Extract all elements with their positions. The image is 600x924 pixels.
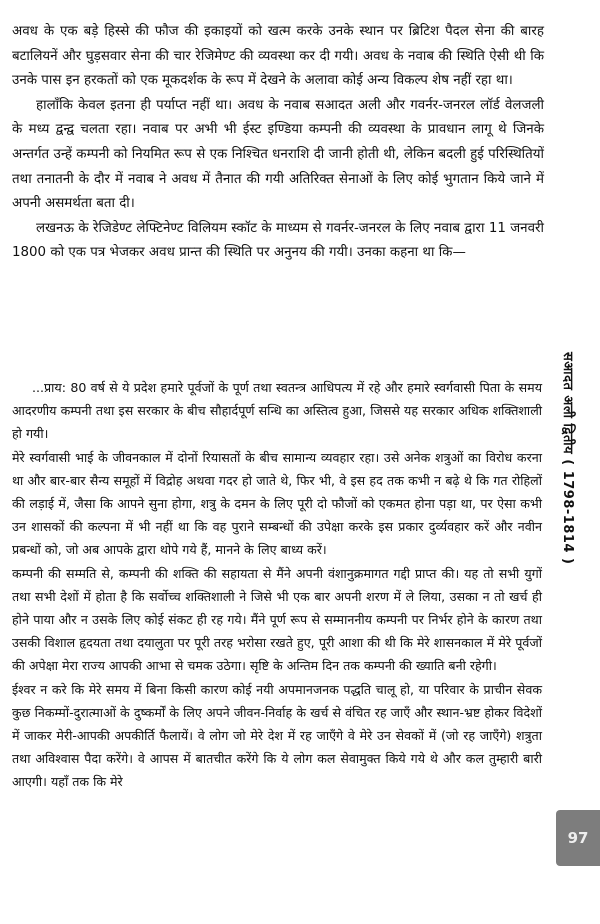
page-number: 97 (567, 829, 589, 847)
quote-paragraph-2: मेरे स्वर्गवासी भाई के जीवनकाल में दोनों रियासतों के बीच सामान्य व्यवहार रहा। उसे अनेक शत्रुओं का विरोध करना था और बार-बार सैन्य समूहों में विद्रोह अथवा गदर हो जाते थे, फिर भी, वे इस हद तक कभी न बढ़े थे कि गत रोहिलों की लड़ाई में, जैसा कि आपने सुना होगा, शत्रु के दमन के लिए पूरी दो फौजों को एकमत होना पड़ा था, पर ऐसा कभी उन शासकों की कल्पना में भी नहीं था कि वह पुराने सम्बन्धों की उपेक्षा करके इस प्रकार दुर्व्यवहार करें और नवीन प्रबन्धों को, जो अब आपके द्वारा थोपे गये हैं, मानने के लिए बाध्य करें। (12, 449, 542, 558)
quote-paragraph-4: ईश्वर न करे कि मेरे समय में बिना किसी कारण कोई नयी अपमानजनक पद्धति चालू हो, या परिवार के प्राचीन सेवक कुछ निकम्मों-दुरात्माओं के दुष्कर्मों के लिए अपने जीवन-निर्वाह के खर्च से वंचित रह जाएँ और स्थान-भ्रष्ट होकर विदेशों में जाकर मेरी-आपकी अपकीर्ति फैलायें। वे लोग जो मेरे देश में रह जाएँगे वे मेरे उन सेवकों में (जो रह जाएँगे) शत्रुता तथा अविश्वास पैदा करेंगे। वे आपस में बातचीत करेंगे कि ये लोग कल सेवामुक्त किये गये थे और कल तुम्हारी बारी आएगी। यहाँ तक कि मेरे (12, 681, 542, 790)
letter-quote (12, 376, 542, 794)
running-chapter-title: सआदत अली द्वितीय ( 1798-1814 ) (560, 352, 575, 565)
paragraph-1: अवध के एक बड़े हिस्से की फौज की इकाइयों को खत्म करके उनके स्थान पर ब्रिटिश पैदल सेना की बारह बटालियनें और घुड़सवार सेना की चार रेजिमेण्ट की व्यवस्था कर दी गयी। अवध के नवाब की स्थिति ऐसी थी कि उनके पास इन हरकतों को एक मूकदर्शक के रूप में देखने के अलावा कोई अन्य विकल्प शेष नहीं रहा था। (12, 24, 544, 89)
paragraph-3: लखनऊ के रेजिडेण्ट लेफ्टिनेण्ट विलियम स्कॉट के माध्यम से गवर्नर-जनरल के लिए नवाब द्वारा 11 जनवरी 1800 को एक पत्र भेजकर अवध प्रान्त की स्थिति पर अनुनय की गयी। उनका कहना था कि— (12, 220, 544, 261)
paragraph-2: हालाँकि केवल इतना ही पर्याप्त नहीं था। अवध के नवाब सआदत अली और गवर्नर-जनरल लॉर्ड वेलजली के मध्य द्वन्द्व चलता रहा। नवाब पर अभी भी ईस्ट इण्डिया कम्पनी की व्यवस्था के प्रावधान लागू थे जिनके अन्तर्गत उन्हें कम्पनी को नियमित रूप से एक निश्चित धनराशि दी जानी होती थी, लेकिन बदली हुई परिस्थितियों तथा तनातनी के दौर में नवाब ने अवध में तैनात की गयी अतिरिक्त सेनाओं के लिए कोई भुगतान किये जाने में अपनी असमर्थता बता दी। (12, 97, 544, 212)
body-text (12, 20, 544, 266)
page-number-tab (556, 810, 600, 866)
quote-paragraph-1: ...प्राय: 80 वर्ष से ये प्रदेश हमारे पूर्वजों के पूर्ण तथा स्वतन्त्र आधिपत्य में रहे और हमारे स्वर्गवासी पिता के समय आदरणीय कम्पनी तथा इस सरकार के बीच सौहार्दपूर्ण सन्धि का अस्तित्व हुआ, जिससे यह सरकार अधिक शक्तिशाली हो गयी। (12, 380, 542, 442)
quote-paragraph-3: कम्पनी की सम्मति से, कम्पनी की शक्ति की सहायता से मैंने अपनी वंशानुक्रमागत गद्दी प्राप्त की। यह तो सभी युगों तथा सभी देशों में होता है कि सर्वोच्च शक्तिशाली ने जिसे भी एक बार अपनी शरण में ले लिया, उसका न तो खर्च ही होने पाया और न उसके लिए कोई संकट ही रह गये। मैंने पूर्ण रूप से सम्माननीय कम्पनी पर निर्भर होने के कारण तथा उसकी विशाल हृदयता तथा दयालुता पर पूरी तरह भरोसा रखते हुए, पूरी आशा की थी कि मेरे शासनकाल में मेरे पूर्वजों की अपेक्षा मेरा राज्य आपकी आभा से चमक उठेगा। सृष्टि के अन्तिम दिन तक कम्पनी की ख्याति बनी रहेगी। (12, 565, 542, 674)
